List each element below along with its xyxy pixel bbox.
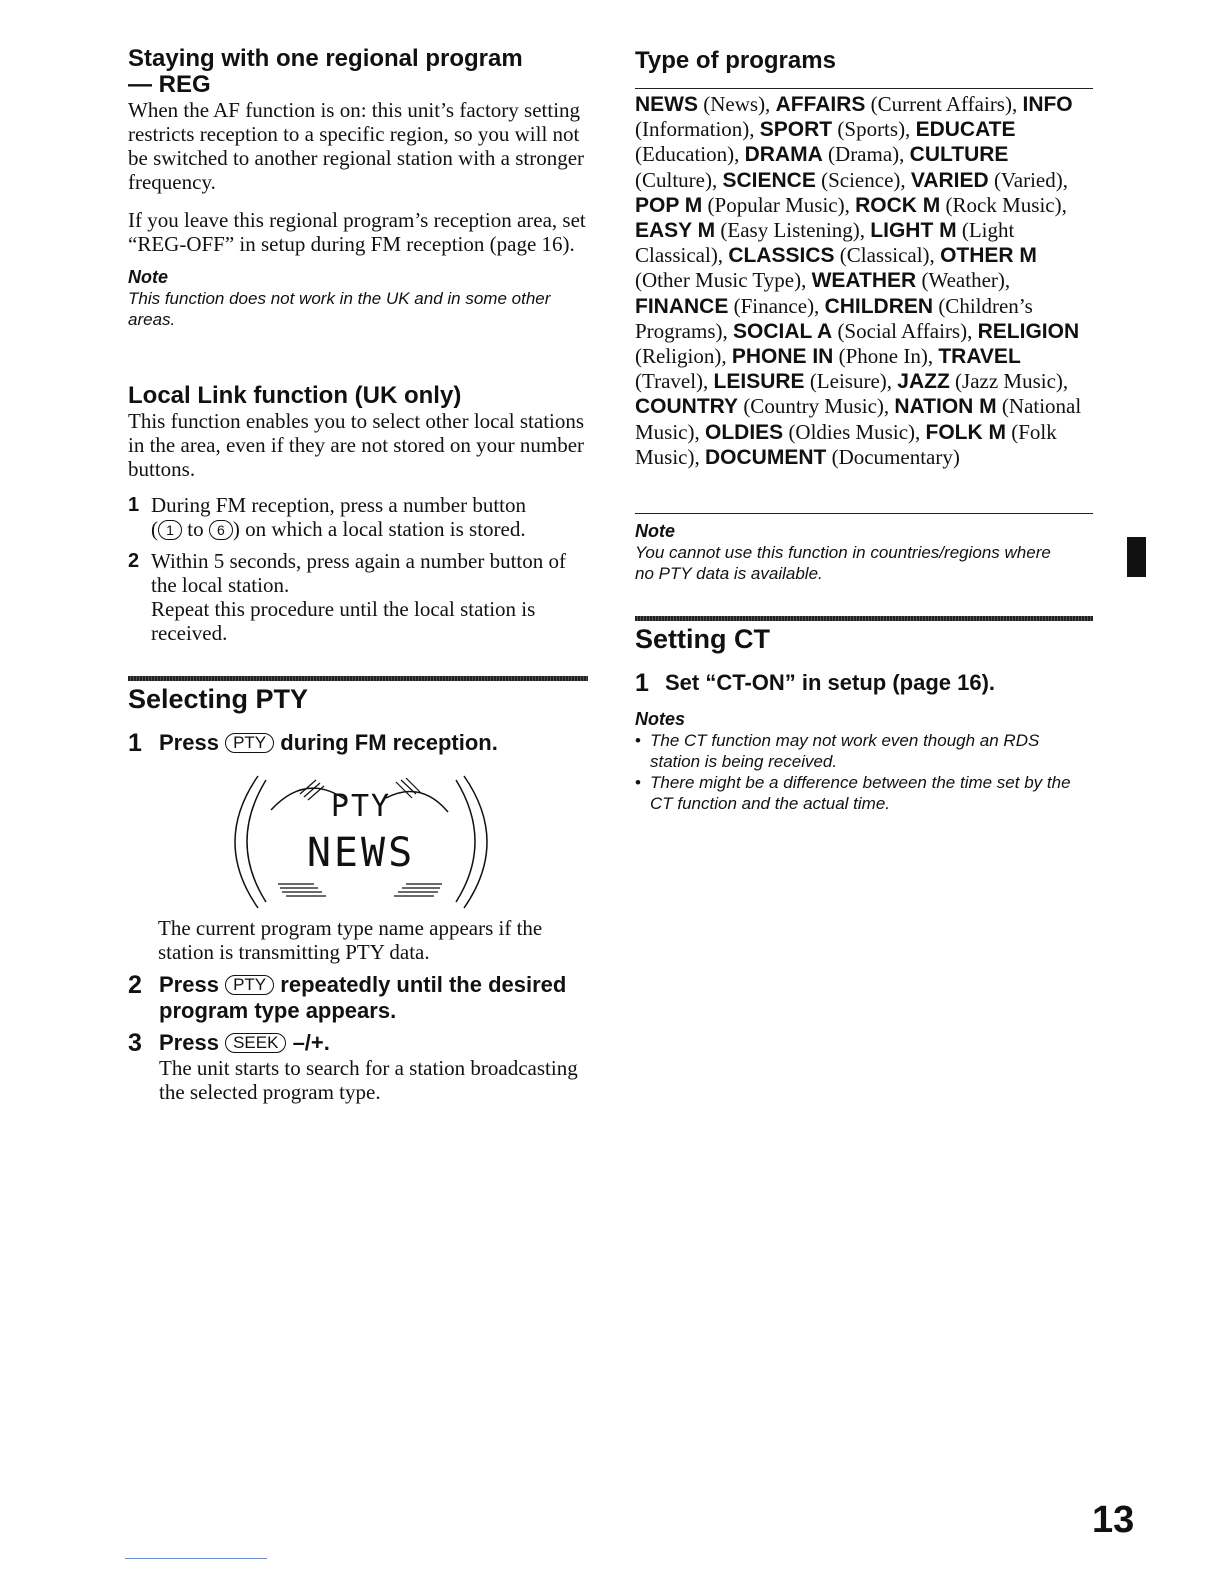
seek-key-icon: SEEK	[225, 1033, 286, 1053]
footer-rule	[125, 1558, 267, 1559]
program-type-code: DOCUMENT	[705, 445, 827, 469]
display-right-bezel-inner	[456, 780, 475, 902]
local-link-step-1	[128, 493, 588, 541]
step2-text-b: Repeat this procedure until the local station is received.	[151, 597, 536, 645]
display-pty-label: PTY	[330, 789, 392, 824]
pty-step3-description: The unit starts to search for a station broadcasting the selected program type.	[159, 1056, 578, 1104]
ct-note-text: The CT function may not work even though an RDS station is being received.	[650, 731, 1040, 771]
program-type-description: (Documentary)	[831, 444, 960, 469]
program-type-code: VARIED	[910, 168, 989, 192]
program-type-description: (Children’s Programs),	[635, 293, 1033, 343]
ct-section	[635, 624, 1093, 814]
program-type-description: (Education),	[635, 142, 740, 167]
press-text: Press	[159, 1030, 219, 1055]
program-type-code: SCIENCE	[722, 168, 816, 192]
step-number: 2	[128, 971, 142, 999]
pty-key-icon: PTY	[225, 975, 274, 995]
program-types-list	[635, 92, 1085, 470]
pty-step1-description: The current program type name appears if the station is transmitting PTY data.	[158, 916, 543, 964]
program-type-code: FOLK M	[925, 420, 1006, 444]
step3-rest: –/+.	[292, 1030, 330, 1055]
types-note-text: You cannot use this function in countries/regions where no PTY data is available.	[635, 543, 1051, 583]
types-note	[635, 520, 1085, 584]
program-type-description: (Current Affairs),	[870, 92, 1018, 116]
bullet-icon: •	[635, 773, 641, 792]
program-type-description: (Rock Music),	[945, 192, 1067, 217]
pty-step-2	[128, 972, 588, 1024]
page-number: 13	[1092, 1499, 1135, 1541]
step-number: 3	[128, 1029, 142, 1057]
program-type-description: (Phone In),	[838, 344, 934, 369]
step2-rest: repeatedly until the desired program type appears.	[159, 972, 567, 1023]
program-type-code: CHILDREN	[824, 294, 934, 318]
section-tab-marker	[1127, 537, 1146, 577]
section-divider	[128, 676, 588, 681]
program-type-code: JAZZ	[897, 370, 950, 394]
program-type-code: NEWS	[635, 93, 698, 116]
reg-section	[128, 46, 588, 330]
program-type-code: OLDIES	[705, 420, 784, 444]
local-link-section	[128, 383, 588, 645]
step2-text-a: Within 5 seconds, press again a number button of the local station.	[151, 549, 566, 597]
reg-note-label: Note	[128, 267, 168, 287]
step1-to: to	[187, 517, 204, 541]
program-type-code: PHONE IN	[731, 345, 834, 369]
program-type-code: CLASSICS	[728, 244, 835, 268]
program-type-code: TRAVEL	[938, 345, 1021, 369]
program-type-code: AFFAIRS	[775, 93, 866, 116]
program-type-description: (Leisure),	[809, 369, 893, 394]
number-button-6-icon: 6	[209, 520, 233, 540]
program-type-code: CULTURE	[909, 143, 1009, 167]
pty-step-3	[128, 1030, 588, 1104]
program-type-description: (Varied),	[993, 167, 1068, 192]
reg-title-line2: — REG	[128, 71, 211, 98]
program-type-code: ROCK M	[855, 193, 941, 217]
program-type-description: (Jazz Music),	[955, 369, 1069, 394]
ct-step1-text: Set “CT-ON” in setup (page 16).	[665, 670, 996, 695]
types-top-rule	[635, 88, 1093, 89]
lcd-display-illustration	[216, 772, 506, 912]
press-text: Press	[159, 730, 219, 755]
program-type-description: (News),	[703, 92, 771, 116]
step1-text-a: During FM reception, press a number button	[151, 493, 527, 517]
ct-step-1	[635, 670, 1093, 696]
local-link-step-2	[128, 549, 588, 645]
press-text: Press	[159, 972, 219, 997]
reg-paragraph-2: If you leave this regional program’s reception area, set “REG-OFF” in setup during FM reception (page 16).	[128, 208, 586, 256]
program-type-code: SPORT	[759, 118, 833, 142]
step1-rest: during FM reception.	[280, 730, 498, 755]
ct-title: Setting CT	[635, 624, 770, 654]
program-type-code: SOCIAL A	[733, 319, 833, 343]
step-number: 1	[128, 494, 140, 516]
program-type-code: WEATHER	[811, 269, 917, 293]
display-left-bezel-inner	[247, 780, 266, 902]
local-link-title: Local Link function (UK only)	[128, 382, 462, 409]
types-bottom-rule	[635, 513, 1093, 514]
program-type-description: (Oldies Music),	[788, 419, 921, 444]
program-type-description: (Drama),	[828, 142, 905, 167]
program-type-code: LEISURE	[713, 370, 805, 394]
reg-paragraph-1: When the AF function is on: this unit’s factory setting restricts reception to a specific region, so you will not be switched to another regional station with a stronger frequency.	[128, 98, 585, 194]
program-type-code: OTHER M	[940, 244, 1037, 268]
program-type-code: COUNTRY	[635, 395, 739, 419]
step1-open: (	[151, 517, 158, 541]
program-type-description: (Culture),	[635, 167, 718, 192]
program-type-description: (Social Affairs),	[837, 318, 973, 343]
display-program-name: NEWS	[306, 830, 416, 876]
program-type-code: EASY M	[635, 219, 716, 243]
pty-key-icon: PTY	[225, 733, 274, 753]
program-type-code: FINANCE	[635, 294, 729, 318]
program-type-description: (Other Music Type),	[635, 268, 807, 293]
ct-note-item	[635, 730, 1093, 772]
program-type-description: (Folk Music),	[635, 419, 1057, 469]
bullet-icon: •	[635, 731, 641, 750]
program-type-code: NATION M	[894, 395, 997, 419]
pty-title: Selecting PTY	[128, 684, 309, 714]
program-type-code: RELIGION	[977, 319, 1080, 343]
section-divider	[635, 616, 1093, 621]
step1-text-b: ) on which a local station is stored.	[232, 517, 526, 541]
program-type-description: (Country Music),	[743, 394, 890, 419]
step-number: 1	[128, 729, 142, 757]
display-arc-right	[386, 792, 448, 812]
reg-note-text: This function does not work in the UK and in some other areas.	[128, 289, 551, 329]
program-type-description: (National Music),	[635, 394, 1082, 444]
program-type-description: (Science),	[821, 167, 906, 192]
program-type-description: (Light Classical),	[635, 218, 1015, 268]
program-type-description: (Weather),	[921, 268, 1011, 293]
program-type-code: EDUCATE	[915, 118, 1016, 142]
program-type-description: (Popular Music),	[707, 192, 850, 217]
program-type-code: DRAMA	[744, 143, 823, 167]
step-number: 2	[128, 550, 140, 572]
program-type-description: (Easy Listening),	[720, 218, 866, 243]
program-type-code: LIGHT M	[870, 219, 957, 243]
program-type-description: (Classical),	[839, 243, 935, 268]
ct-note-item	[635, 772, 1093, 814]
types-note-label: Note	[635, 521, 675, 541]
pty-step-1	[128, 730, 588, 756]
program-type-description: (Sports),	[837, 117, 911, 142]
types-title: Type of programs	[635, 47, 836, 74]
ct-notes-label: Notes	[635, 709, 686, 729]
pty-section	[128, 684, 588, 1104]
local-link-intro: This function enables you to select other local stations in the area, even if they are not stored on your number buttons.	[128, 409, 585, 481]
program-type-code: INFO	[1022, 93, 1073, 116]
step-number: 1	[635, 669, 649, 697]
program-type-description: (Finance),	[733, 293, 820, 318]
program-type-code: POP M	[635, 193, 703, 217]
program-type-description: (Travel),	[635, 369, 709, 394]
number-button-1-icon: 1	[158, 520, 182, 540]
program-type-description: (Religion),	[635, 344, 727, 369]
reg-title-line1: Staying with one regional program	[128, 45, 523, 72]
ct-note-text: There might be a difference between the time set by the CT function and the actual time.	[650, 773, 1071, 813]
program-type-description: (Information),	[635, 117, 755, 142]
